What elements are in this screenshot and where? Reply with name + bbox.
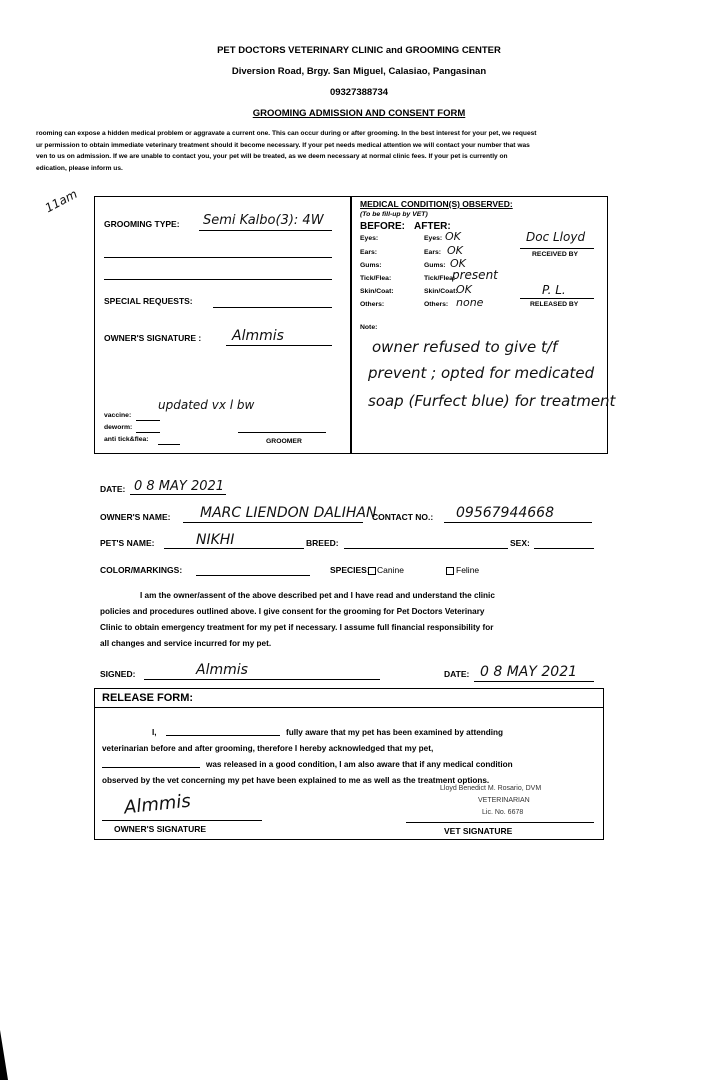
release-line4: observed by the vet concerning my pet have been explained to me as well as the treatment options. xyxy=(102,776,490,785)
date-line xyxy=(130,494,226,495)
ears-before: Ears: xyxy=(360,249,378,256)
after-label: AFTER: xyxy=(414,221,451,232)
owner-name-line xyxy=(183,522,363,523)
consent-line: all changes and service incurred for my pet. xyxy=(100,639,272,648)
eyes-after: Eyes: xyxy=(424,235,443,242)
note-line: soap (Furfect blue) for treatment xyxy=(368,392,616,410)
received-signature[interactable]: Doc Lloyd xyxy=(526,230,586,244)
deworm-line[interactable] xyxy=(136,432,160,433)
gums-before: Gums: xyxy=(360,262,382,269)
ears-value[interactable]: OK xyxy=(447,244,463,257)
intro-line: ven to us on admission. If we are unable to contact you, your pet will be treated, as we deem necessary at normal clinic fees. If your pet is currently on xyxy=(36,153,508,160)
release-pet-line[interactable] xyxy=(102,767,200,768)
skincoat-before: Skin/Coat: xyxy=(360,288,394,295)
groomer-line xyxy=(238,432,326,433)
deworm-label: deworm: xyxy=(104,424,133,431)
vaccine-label: vaccine: xyxy=(104,412,132,419)
consent-line: policies and procedures outlined above. I give consent for the grooming for Pet Doctors Veterinary xyxy=(100,607,485,616)
released-signature[interactable]: P. L. xyxy=(542,283,566,297)
eyes-before: Eyes: xyxy=(360,235,379,242)
note-label: Note: xyxy=(360,324,378,331)
owner-signature[interactable]: Almmis xyxy=(232,328,284,344)
vet-signature-line xyxy=(406,822,594,823)
color-line[interactable] xyxy=(196,575,310,576)
breed-line[interactable] xyxy=(344,548,508,549)
consent-date-label: DATE: xyxy=(444,669,470,679)
grooming-type-value[interactable]: Semi Kalbo(3): 4W xyxy=(203,213,324,228)
gums-value[interactable]: OK xyxy=(450,257,466,270)
grooming-box xyxy=(94,196,352,454)
pet-name-label: PET'S NAME: xyxy=(100,538,155,548)
grooming-type-line xyxy=(199,230,332,231)
tickflea-before: Tick/Flea: xyxy=(360,275,392,282)
owner-name-value[interactable]: MARC LIENDON DALIHAN xyxy=(200,505,377,521)
vet-stamp-license: Lic. No. 6678 xyxy=(482,809,524,816)
margin-note: 11am xyxy=(42,186,80,216)
tickflea-after: Tick/Flea: xyxy=(424,275,456,282)
received-label: RECEIVED BY xyxy=(532,251,579,258)
release-divider xyxy=(94,707,604,708)
contact-line xyxy=(444,522,592,523)
consent-date-value[interactable]: 0 8 MAY 2021 xyxy=(480,664,578,680)
note-line: owner refused to give t/f xyxy=(372,338,558,356)
before-label: BEFORE: xyxy=(360,221,405,232)
consent-line: Clinic to obtain emergency treatment for my pet if necessary. I assume full financial responsibility for xyxy=(100,623,494,632)
release-title: RELEASE FORM: xyxy=(102,692,194,704)
received-line xyxy=(520,248,594,249)
pet-name-value[interactable]: NIKHI xyxy=(196,532,235,548)
vet-signature-label: VET SIGNATURE xyxy=(444,826,513,836)
eyes-value[interactable]: OK xyxy=(445,230,461,243)
signed-value[interactable]: Almmis xyxy=(196,662,248,678)
intro-line: ur permission to obtain immediate veterinary treatment should it become necessary. If your pet needs medical attention we will contact your number that was xyxy=(36,141,530,149)
consent-line: I am the owner/assent of the above described pet and I have read and understand the clinic xyxy=(140,591,495,600)
date-value[interactable]: 0 8 MAY 2021 xyxy=(134,479,225,494)
special-requests-label: SPECIAL REQUESTS: xyxy=(104,296,193,306)
vaccine-line[interactable] xyxy=(136,420,160,421)
release-line1-b: fully aware that my pet has been examined by attending xyxy=(286,728,504,737)
vet-stamp-title: VETERINARIAN xyxy=(478,797,530,804)
antitick-line[interactable] xyxy=(158,444,180,445)
grooming-type-label: GROOMING TYPE: xyxy=(104,219,180,229)
owner-signature-label: OWNER'S SIGNATURE : xyxy=(104,333,202,343)
antitick-label: anti tick&flea: xyxy=(104,436,149,443)
release-line1-a: I, xyxy=(152,728,157,737)
medical-title: MEDICAL CONDITION(S) OBSERVED: xyxy=(360,199,513,209)
released-line xyxy=(520,298,594,299)
release-line2: veterinarian before and after grooming, therefore I hereby acknowledged that my pet, xyxy=(102,744,434,753)
color-label: COLOR/MARKINGS: xyxy=(100,565,183,575)
owner-signature-line-bottom xyxy=(102,820,262,821)
intro-line: rooming can expose a hidden medical problem or aggravate a current one. This can occur during or after grooming. In the best interest for your pet, we request xyxy=(36,130,537,137)
blank-line xyxy=(104,279,332,280)
consent-paragraph xyxy=(100,588,600,652)
feline-checkbox[interactable] xyxy=(446,567,454,575)
signed-label: SIGNED: xyxy=(100,669,136,679)
scan-edge-mark xyxy=(0,1030,8,1080)
species-label: SPECIES: xyxy=(330,565,370,575)
owner-signature-label-bottom: OWNER'S SIGNATURE xyxy=(114,824,207,834)
others-after: Others: xyxy=(424,301,449,308)
clinic-address: Diversion Road, Brgy. San Miguel, Calasiao, Pangasinan xyxy=(231,66,487,77)
blank-line xyxy=(104,257,332,258)
breed-label: BREED: xyxy=(306,538,339,548)
groomer-label: GROOMER xyxy=(266,438,302,445)
contact-label: CONTACT NO.: xyxy=(372,512,434,522)
canine-label: Canine xyxy=(377,565,404,575)
release-owner-signature[interactable]: Almmis xyxy=(123,790,192,819)
clinic-name: PET DOCTORS VETERINARY CLINIC and GROOMING CENTER xyxy=(217,45,501,56)
sex-label: SEX: xyxy=(510,538,530,548)
ears-after: Ears: xyxy=(424,249,442,256)
release-name-line[interactable] xyxy=(166,735,280,736)
intro-paragraph xyxy=(36,128,708,174)
others-before: Others: xyxy=(360,301,385,308)
note-line: prevent ; opted for medicated xyxy=(368,364,595,382)
pet-name-line xyxy=(164,548,304,549)
release-line3: was released in a good condition, I am also aware that if any medical condition xyxy=(206,760,513,769)
vet-stamp-name: Lloyd Benedict M. Rosario, DVM xyxy=(440,785,542,792)
gums-after: Gums: xyxy=(424,262,446,269)
canine-checkbox[interactable] xyxy=(368,567,376,575)
date-label: DATE: xyxy=(100,484,126,494)
vaccine-note: updated vx l bw xyxy=(158,398,255,412)
consent-date-line xyxy=(474,681,594,682)
tickflea-value[interactable]: present xyxy=(452,268,498,282)
feline-label: Feline xyxy=(456,565,480,575)
contact-value[interactable]: 09567944668 xyxy=(456,505,554,521)
skincoat-after: Skin/Coat: xyxy=(424,288,458,295)
special-requests-line[interactable] xyxy=(213,307,332,308)
sex-line[interactable] xyxy=(534,548,594,549)
intro-line: edication, please inform us. xyxy=(36,164,123,172)
skincoat-value[interactable]: OK xyxy=(456,283,472,296)
signed-line xyxy=(144,679,380,680)
others-value[interactable]: none xyxy=(456,296,484,309)
medical-subtitle: (To be fill-up by VET) xyxy=(360,211,428,218)
form-title: GROOMING ADMISSION AND CONSENT FORM xyxy=(252,108,466,119)
owner-signature-line xyxy=(226,345,332,346)
owner-name-label: OWNER'S NAME: xyxy=(100,512,171,522)
released-label: RELEASED BY xyxy=(530,301,579,308)
clinic-phone: 09327388734 xyxy=(329,87,389,98)
